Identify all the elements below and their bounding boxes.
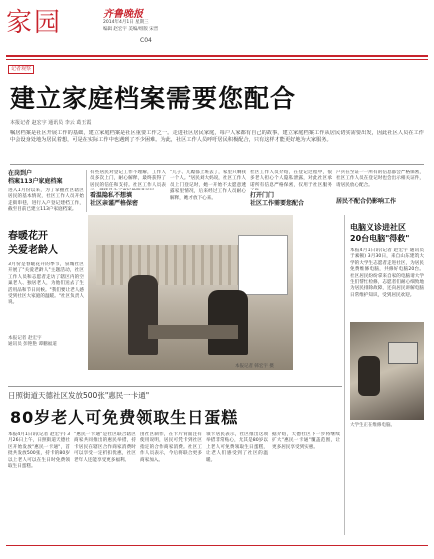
story1-byline: 本报记者 赵宏宇 通讯员 李云 葛玉霞 [10,120,92,126]
right-col-divider [344,215,345,535]
story4-kicker: 日照街道天德社区发放500张"惠民一卡通" [8,391,150,400]
story1-col1 [8,170,84,228]
story2-text: 3月份是春暖花开的季节，泉城社区开展了"关爱老龄人"主题活动，社区工作人员和志愿者走访了辖区内的空巢老人、独居老人，为他们送去了生活用品和节日问候。"我们要让老人感受到社区大家庭的温暖。"社区负责人说。 [8,262,84,306]
col2-subhead: 看温隐私不想填 社区亲谨严格保密 [90,192,139,207]
col5-text: 户兵在至证一一所有的信息都会严格保密，社区工作人员在登记时也会出示相关证件，请居民放心配合。 [336,170,424,188]
col3-text: "儿子、儿媳都上班去了，家里只剩我一个人。"居民刘大妈说，社区工作人员上门登记时，她一开始不太愿意透露家里情况，后来经过工作人员耐心解释，她才放下心来。 [170,170,246,201]
footer-rule [6,545,428,546]
story4-col5: 据介绍，天德社区下一步将继续扩大"惠民一卡通"覆盖范围，让更多居民享受到实惠。 [272,432,340,450]
story3-caption: 大学生正在维修电脑。 [350,423,395,428]
col4-subhead: 打开门门 社区工作需要您配合 [250,192,305,207]
col5-subhead: 居民不配合仍影响工作 [336,198,397,205]
story1-col5 [336,170,424,206]
computer-repair-photo [350,322,424,420]
photo-caption: 本报记者 韩宏宇 摄 [235,364,274,369]
header-rule [6,55,428,57]
col1-text: 进入1月份以来，为了掌握社区辖区居民的基本情况，社区工作人员开始走街串巷，进行入户登记建档工作，截至目前已建立113户家庭档案。 [8,188,84,213]
story1-col4 [250,170,332,208]
story3-text: 本报4月1日讯(记者 赵宏宇 通讯员 于素顿) 3月30日，来自山东建筑大学的大学生志愿者走进社区，为居民免费维修电脑，共修好电脑20台。社区居民纷纷拿来自家的电脑请大学生们帮忙检修，志愿者们耐心细致地为居民排除故障，还向居民讲解电脑日常维护知识，受到居民欢迎。 [350,248,424,298]
col1-subhead-2: 档案113户家庭档案 [8,178,63,185]
story4-rule [8,386,342,387]
col4-text: 社区工作人员介绍，在登记过程中，很多老人担心个人隐私泄露，对此社区承诺所有信息严格保密，仅用于社区服务 [250,170,332,188]
story1-col2 [90,170,166,208]
story1-kicker: 记者观察 [8,65,34,74]
story4-headline: 80岁老人可免费领取生日蛋糕 [10,408,239,427]
main-photo [88,215,293,370]
story1-headline: 建立家庭档案需要您配合 [10,84,297,113]
col1-subhead-1: 在岗到户 [8,170,33,177]
header-rule-thin [6,59,428,60]
story3-headline: 电脑义诊进社区 20台电脑"得救" [350,223,410,243]
publication-info: 2014年4月1日 星期三 编辑 赵宏宇 美编/组版 宋晋 [103,20,159,32]
story2-headline: 春暖花开 关爱老龄人 [8,231,58,256]
story1-col3 [170,170,246,212]
col-divider [86,170,87,212]
story1-lead: 嘱居档案是社区开展工作的基础，建立家庭档案是社区重要工作之一。走进社区居民家庭，每户人家都有自己的故事，建立家庭档案工作从居民切实需要出发，因此社区人员在工作中会设身处地为居民着想，可是在实际工作中也遇到了不少困难。为此，社区工作人员呼吁居民积极配合，只有这样才能更好地为大家服务。 [10,130,424,143]
section-title: 家园 [6,8,63,38]
story2-byline: 本报记者 赵宏宇 通讯员 彭艳艳 谭鹏福道 [8,336,57,348]
masthead-logo: 齐鲁晚报 [103,9,143,20]
page-number: C04 [140,37,152,44]
story4-col1: 本报4月1日讯(记者 赵宏宇) 3月26日上午，日照街道天德社区开始发放"惠民一卡通"，首批共发放500张，持卡的80岁以上老人可以在生日时免费领取生日蛋糕。 [8,432,70,470]
story4-col3: 由社区制作，在卡片背面注有使用说明，居民可凭卡到社区指定的合作商家消费。社区工作人员表示，今后将联合更多商家加入。 [140,432,202,463]
lead-divider [10,164,424,165]
story4-col4: 领卡居民表示，社区推出这项举措非常贴心，尤其是80岁以上老人可免费领取生日蛋糕，让老人们感受到了社区的温暖。 [206,432,268,463]
col2-text: 有些居民对登记工作不理解，工作人员多次上门，耐心解释，最终获得了居民的信任和支持。社区工作人员表 [90,170,166,188]
story4-col2: "惠民一卡通"是社区联合辖区商家共同推出的惠民举措，持卡居民在辖区合作商家消费时可以享受一定折扣优惠，社区老年人还能享受更多福利。 [74,432,136,463]
